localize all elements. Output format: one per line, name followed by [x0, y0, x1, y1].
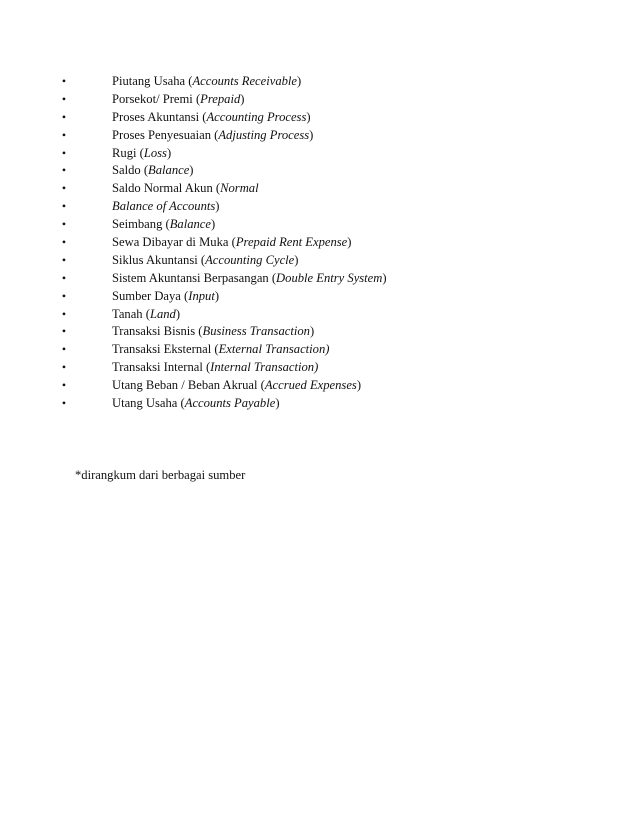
glossary-item	[0, 198, 638, 216]
term-english: Accounts Receivable	[192, 74, 297, 88]
term-close: )	[309, 324, 315, 339]
term-english: Balance	[169, 217, 211, 232]
glossary-item	[0, 127, 638, 145]
term-english: External Transaction)	[218, 342, 330, 357]
glossary-item	[0, 359, 638, 377]
bullet-icon: •	[61, 199, 67, 214]
term-indonesian: Saldo (	[112, 163, 149, 178]
term-english: Normal	[220, 181, 259, 196]
term-english: Accounting Cycle	[205, 252, 295, 267]
bullet-icon: •	[61, 127, 67, 142]
term-indonesian: Proses Akuntansi (	[112, 109, 207, 124]
glossary-term	[112, 180, 259, 198]
glossary-item	[0, 234, 638, 252]
glossary-term	[112, 73, 301, 91]
term-indonesian: Utang Usaha (	[112, 396, 185, 411]
term-close: )	[306, 109, 311, 124]
term-english: Input	[188, 288, 215, 303]
glossary-term	[112, 377, 361, 395]
glossary-term	[112, 252, 298, 270]
bullet-icon: •	[61, 217, 67, 232]
glossary-list	[0, 73, 638, 413]
term-close: )	[166, 145, 172, 160]
glossary-item	[0, 145, 638, 163]
term-indonesian: Transaksi Bisnis (	[112, 324, 203, 339]
bullet-icon: •	[61, 74, 67, 88]
bullet-icon: •	[61, 145, 67, 160]
glossary-item	[0, 288, 638, 306]
term-english: Business Transaction	[202, 324, 310, 339]
glossary-term	[112, 109, 311, 127]
term-indonesian: Transaksi Eksternal (	[112, 342, 219, 357]
term-english: Accounts Payable	[184, 396, 276, 411]
term-close: )	[240, 91, 245, 106]
glossary-term	[112, 395, 280, 413]
glossary-term	[112, 216, 215, 234]
term-close: )	[382, 270, 387, 285]
bullet-icon: •	[61, 360, 67, 375]
bullet-icon: •	[61, 235, 67, 250]
glossary-item	[0, 162, 638, 180]
bullet-icon: •	[61, 342, 67, 357]
term-indonesian: Tanah (	[112, 306, 150, 321]
term-close: )	[175, 306, 181, 321]
term-english: Accounting Process	[206, 109, 307, 124]
glossary-term	[112, 145, 171, 163]
term-close: )	[297, 74, 302, 88]
glossary-item	[0, 323, 638, 341]
glossary-term	[112, 127, 313, 145]
glossary-item	[0, 377, 638, 395]
term-indonesian: Transaksi Internal (	[112, 360, 211, 375]
glossary-term	[112, 198, 220, 216]
term-english: Accrued Expenses	[264, 378, 357, 393]
term-indonesian: Proses Penyesuaian (	[112, 127, 219, 142]
glossary-item	[0, 216, 638, 234]
glossary-term	[112, 91, 244, 109]
glossary-term	[112, 341, 329, 359]
bullet-icon: •	[61, 306, 67, 321]
term-close: )	[309, 127, 314, 142]
term-indonesian: Rugi (	[112, 145, 144, 160]
bullet-icon: •	[61, 288, 67, 303]
bullet-icon: •	[61, 396, 67, 411]
term-close: )	[347, 235, 352, 250]
term-close: )	[215, 199, 220, 214]
term-english: Land	[149, 306, 176, 321]
term-close: )	[210, 217, 216, 232]
term-indonesian: Utang Beban / Beban Akrual (	[112, 378, 265, 393]
term-english: Adjusting Process	[218, 127, 310, 142]
term-indonesian: Sewa Dibayar di Muka (	[112, 235, 236, 250]
bullet-icon: •	[61, 109, 67, 124]
term-english: Loss	[143, 145, 167, 160]
term-close: )	[189, 163, 194, 178]
bullet-icon: •	[61, 181, 67, 196]
term-english: Balance	[148, 163, 190, 178]
term-indonesian: Sumber Daya (	[112, 288, 189, 303]
term-indonesian: Seimbang (	[112, 217, 170, 232]
glossary-term	[112, 288, 219, 306]
term-indonesian: Porsekot/ Premi (	[112, 91, 201, 106]
term-english: Double Entry System	[276, 270, 383, 285]
bullet-icon: •	[61, 270, 67, 285]
term-close: )	[214, 288, 220, 303]
glossary-item	[0, 180, 638, 198]
glossary-term	[112, 306, 180, 324]
term-indonesian: Saldo Normal Akun (	[112, 181, 221, 196]
glossary-term	[112, 270, 387, 288]
bullet-icon: •	[61, 163, 67, 178]
term-indonesian: Piutang Usaha (	[112, 74, 193, 88]
glossary-term	[112, 359, 318, 377]
glossary-item	[0, 91, 638, 109]
glossary-term	[112, 323, 314, 341]
glossary-item	[0, 395, 638, 413]
term-close: )	[294, 252, 299, 267]
glossary-item	[0, 341, 638, 359]
term-close: )	[275, 396, 280, 411]
glossary-item	[0, 73, 638, 91]
term-english: Internal Transaction)	[210, 360, 319, 375]
glossary-item	[0, 306, 638, 324]
term-close: )	[356, 378, 362, 393]
bullet-icon: •	[61, 378, 67, 393]
term-indonesian: Sistem Akuntansi Berpasangan (	[112, 270, 277, 285]
term-english: Prepaid Rent Expense	[235, 235, 348, 250]
term-indonesian: Siklus Akuntansi (	[112, 252, 206, 267]
bullet-icon: •	[61, 252, 67, 267]
glossary-item	[0, 109, 638, 127]
glossary-item	[0, 252, 638, 270]
bullet-icon: •	[61, 324, 67, 339]
term-english: Prepaid	[200, 91, 241, 106]
term-english: Balance of Accounts	[112, 199, 216, 214]
glossary-item	[0, 270, 638, 288]
footnote: *dirangkum dari berbagai sumber	[75, 468, 246, 482]
glossary-term	[112, 234, 351, 252]
glossary-term	[112, 162, 194, 180]
bullet-icon: •	[61, 91, 67, 106]
